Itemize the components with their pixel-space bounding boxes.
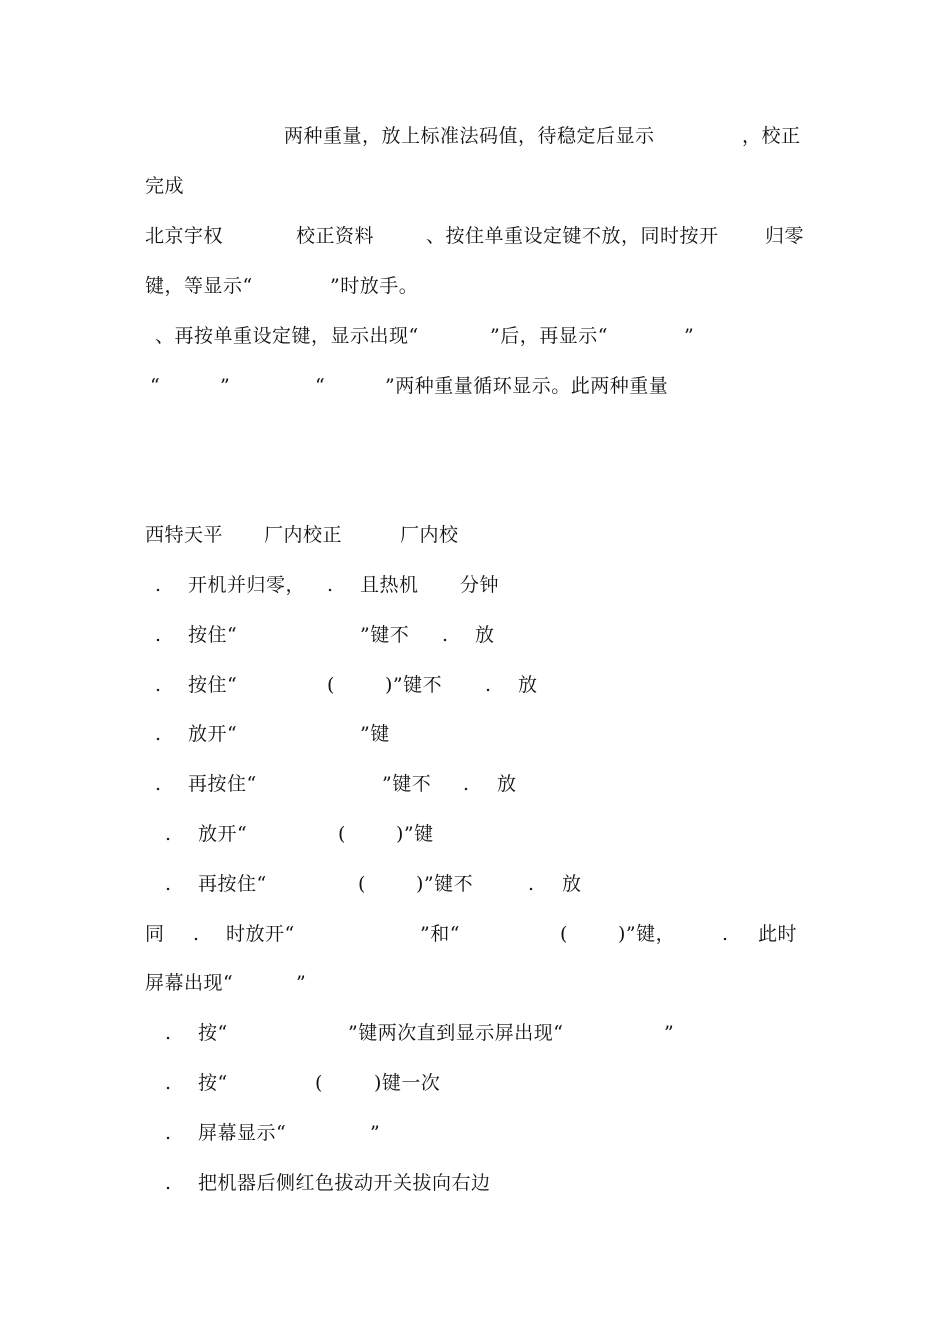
s3-step9-dot: . (165, 1022, 172, 1044)
s3-step3-text2: 放 (518, 674, 538, 696)
s1-line1: 两种重量，放上标准法码值，待稳定后显示 (284, 125, 655, 147)
s3-step1-text: 开机并归零， (188, 574, 306, 596)
s3-step10-dot: . (165, 1072, 172, 1094)
s3-step5-dot: . (155, 773, 162, 795)
s2-step1d: ”时放手。 (330, 275, 419, 297)
s3-line8a: 同 (145, 923, 165, 945)
s2-line3a: “ (150, 375, 161, 397)
s2-subtitle: 校正资料 (296, 225, 375, 247)
s3-step2-text2: 放 (475, 624, 495, 646)
s3-line8c: ”和“ (420, 923, 460, 945)
s3-step2-text: 按住“ (188, 624, 238, 646)
s3-step4-dot: . (155, 723, 162, 745)
s3-step7-text2: 放 (562, 873, 582, 895)
s3-title3: 厂内校 (400, 524, 459, 546)
s3-step10-text: 按“ (198, 1072, 228, 1094)
s3-step5-text: 再按住“ (188, 773, 257, 795)
s3-step11-text: 屏幕显示“ (198, 1122, 287, 1144)
s2-line3c: “ (315, 375, 326, 397)
s3-step3-text: 按住“ (188, 674, 238, 696)
s3-line8d: ( (560, 923, 568, 945)
s3-step2-dot2: . (442, 624, 449, 646)
s3-step9-end: ” (664, 1022, 675, 1044)
s3-step11-dot: . (165, 1122, 172, 1144)
s3-line8-dot2: . (722, 923, 729, 945)
s3-step7-paren-close: )”键不 (416, 873, 474, 895)
s3-step7-paren-open: ( (358, 873, 366, 895)
s3-step4-q: ”键 (360, 723, 390, 745)
s3-line9b: ” (296, 972, 307, 994)
s3-step11-end: ” (370, 1122, 381, 1144)
s3-line8e: )”键， (618, 923, 676, 945)
s3-line8b: 时放开“ (226, 923, 295, 945)
s3-step3-dot: . (155, 674, 162, 696)
s2-step1c: 键，等显示“ (145, 275, 253, 297)
s3-step5-text2: 放 (497, 773, 517, 795)
s3-step7-dot2: . (528, 873, 535, 895)
s3-step3-dot2: . (485, 674, 492, 696)
s2-step2c: ” (684, 325, 695, 347)
s3-step5-q: ”键不 (382, 773, 432, 795)
s3-step1-dot2: . (327, 574, 334, 596)
s2-step1b: 归零 (765, 225, 805, 247)
s3-step1-dot: . (155, 574, 162, 596)
s3-step9-text: 按“ (198, 1022, 228, 1044)
s3-step6-paren-open: ( (338, 823, 346, 845)
s3-step1-text3: 分钟 (460, 574, 500, 596)
s3-line8-dot: . (193, 923, 200, 945)
s3-step2-q: ”键不 (360, 624, 410, 646)
s2-step2b: ”后，再显示“ (490, 325, 608, 347)
s3-title2: 厂内校正 (264, 524, 343, 546)
s3-step4-text: 放开“ (188, 723, 238, 745)
s3-step12-text: 把机器后侧红色拔动开关拔向右边 (198, 1172, 491, 1194)
s3-line9a: 屏幕出现“ (145, 972, 234, 994)
s3-step9-q: ”键两次直到显示屏出现“ (348, 1022, 564, 1044)
s3-line8f: 此时 (758, 923, 798, 945)
s3-title1: 西特天平 (145, 524, 224, 546)
s3-step2-dot: . (155, 624, 162, 646)
s2-step2: 、再按单重设定键，显示出现“ (155, 325, 419, 347)
s2-title: 北京宇权 (145, 225, 224, 247)
s3-step6-text: 放开“ (198, 823, 248, 845)
s3-step10-paren-close: )键一次 (374, 1072, 441, 1094)
s3-step10-paren-open: ( (315, 1072, 323, 1094)
s3-step3-paren-close: )”键不 (385, 674, 443, 696)
s2-line3d: ”两种重量循环显示。此两种重量 (385, 375, 669, 397)
s1-line2: 完成 (145, 175, 185, 197)
s3-step7-dot: . (165, 873, 172, 895)
s2-line3b: ” (220, 375, 231, 397)
s3-step3-paren-open: ( (327, 674, 335, 696)
s3-step6-paren-close: )”键 (396, 823, 434, 845)
s3-step7-text: 再按住“ (198, 873, 267, 895)
s3-step12-dot: . (165, 1172, 172, 1194)
s3-step1-text2: 且热机 (360, 574, 419, 596)
s3-step5-dot2: . (463, 773, 470, 795)
s2-step1a: 、按住单重设定键不放，同时按开 (426, 225, 719, 247)
s3-step6-dot: . (165, 823, 172, 845)
s1-line1-end: ，校正 (742, 125, 801, 147)
